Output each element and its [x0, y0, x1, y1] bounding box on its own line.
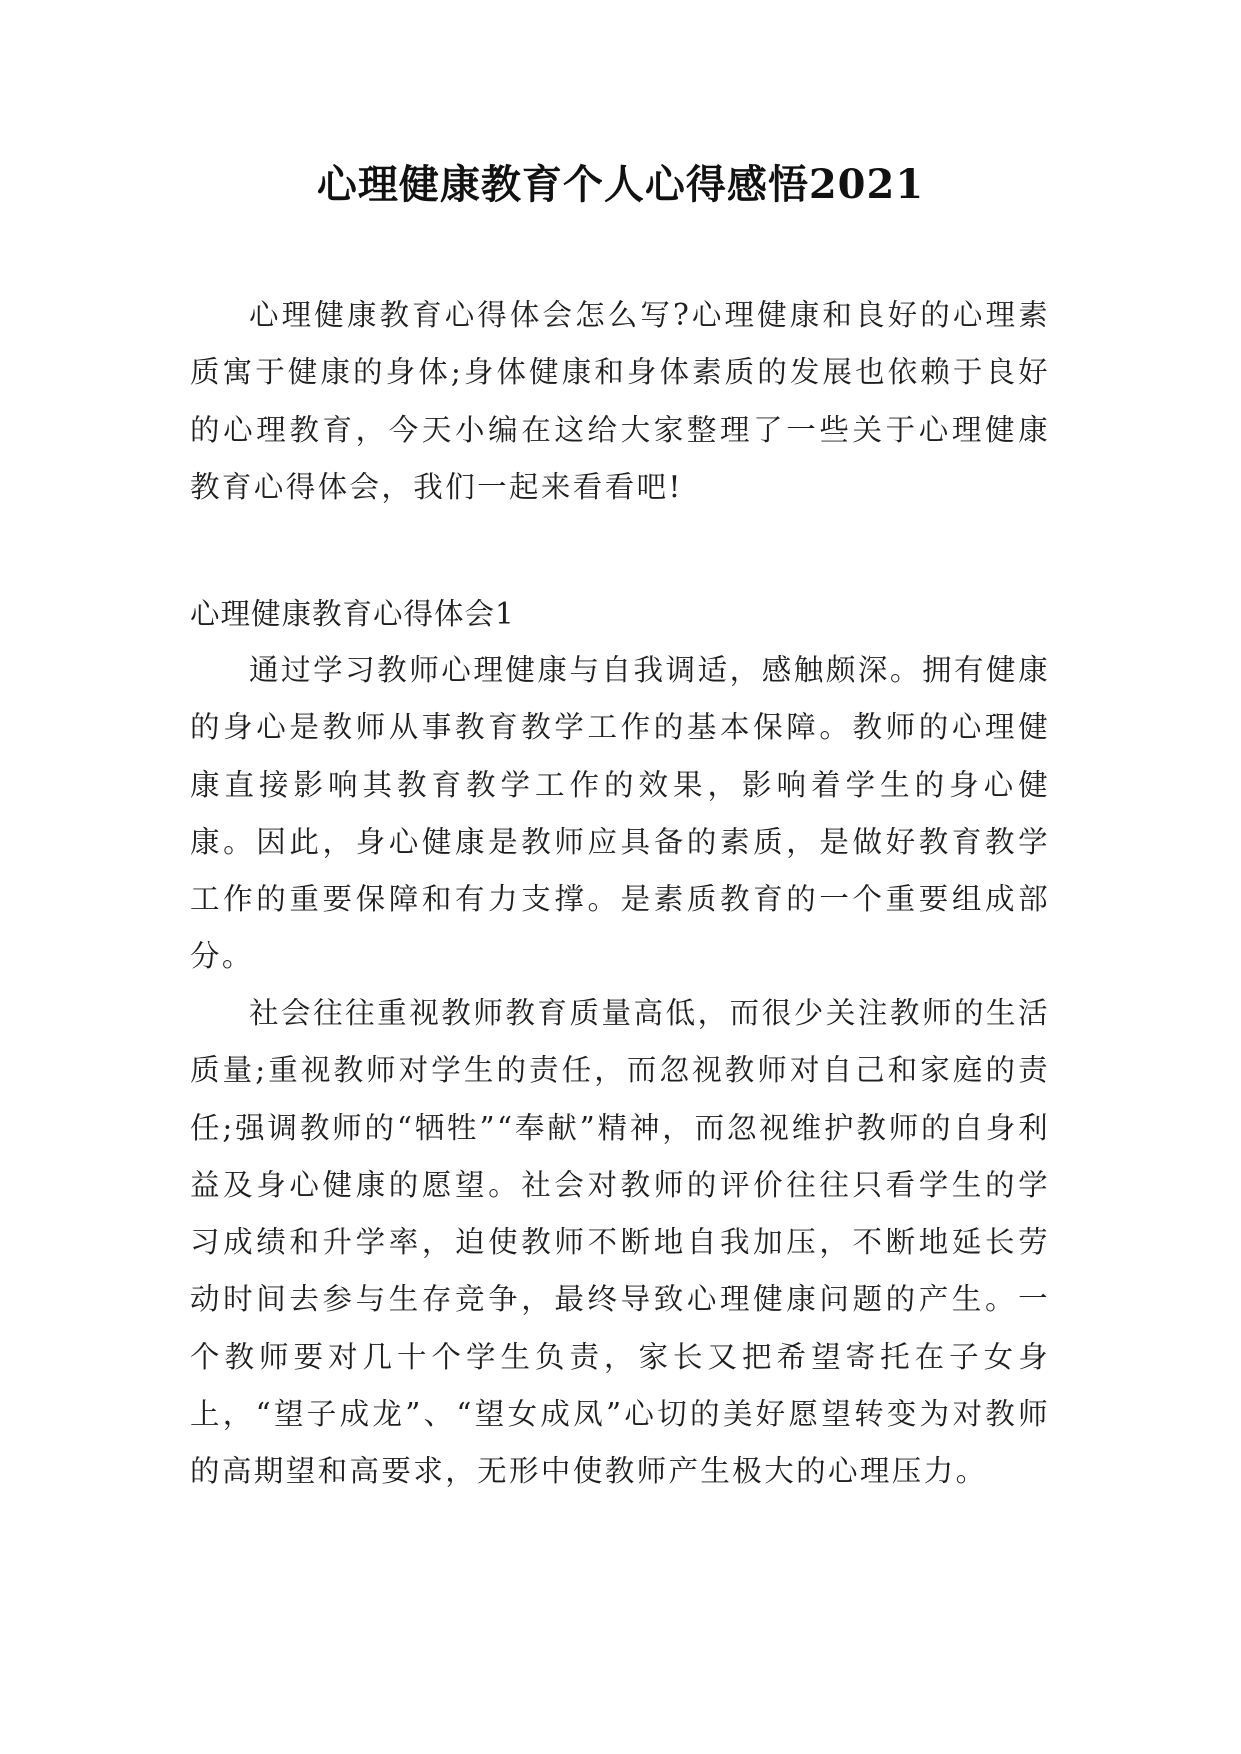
body-paragraph-2: 社会往往重视教师教育质量高低，而很少关注教师的生活质量;重视教师对学生的责任，而忽视教师对自己和家庭的责任;强调教师的“牺牲”“奉献”精神，而忽视维护教师的自身利益及身心健康的愿望。社会对教师的评价往往只看学生的学习成绩和升学率，迫使教师不断地自我加压，不断地延长劳动时间去参与生存竞争，最终导致心理健康问题的产生。一个教师要对几十个学生负责，家长又把希望寄托在子女身上，“望子成龙”、“望女成凤”心切的美好愿望转变为对教师的高期望和高要求，无形中使教师产生极大的心理压力。: [190, 996, 1050, 1489]
section-heading: 心理健康教育心得体会1: [190, 597, 515, 631]
document-title: 心理健康教育个人心得感悟2021: [316, 161, 925, 208]
intro-paragraph: 心理健康教育心得体会怎么写?心理健康和良好的心理素质寓于健康的身体;身体健康和身体素质的发展也依赖于良好的心理教育，今天小编在这给大家整理了一些关于心理健康教育心得体会，我们一起来看看吧!: [190, 298, 1050, 504]
body-paragraph-1: 通过学习教师心理健康与自我调适，感触颇深。拥有健康的身心是教师从事教育教学工作的基本保障。教师的心理健康直接影响其教育教学工作的效果，影响着学生的身心健康。因此，身心健康是教师应具备的素质，是做好教育教学工作的重要保障和有力支撑。是素质教育的一个重要组成部分。: [190, 653, 1050, 974]
